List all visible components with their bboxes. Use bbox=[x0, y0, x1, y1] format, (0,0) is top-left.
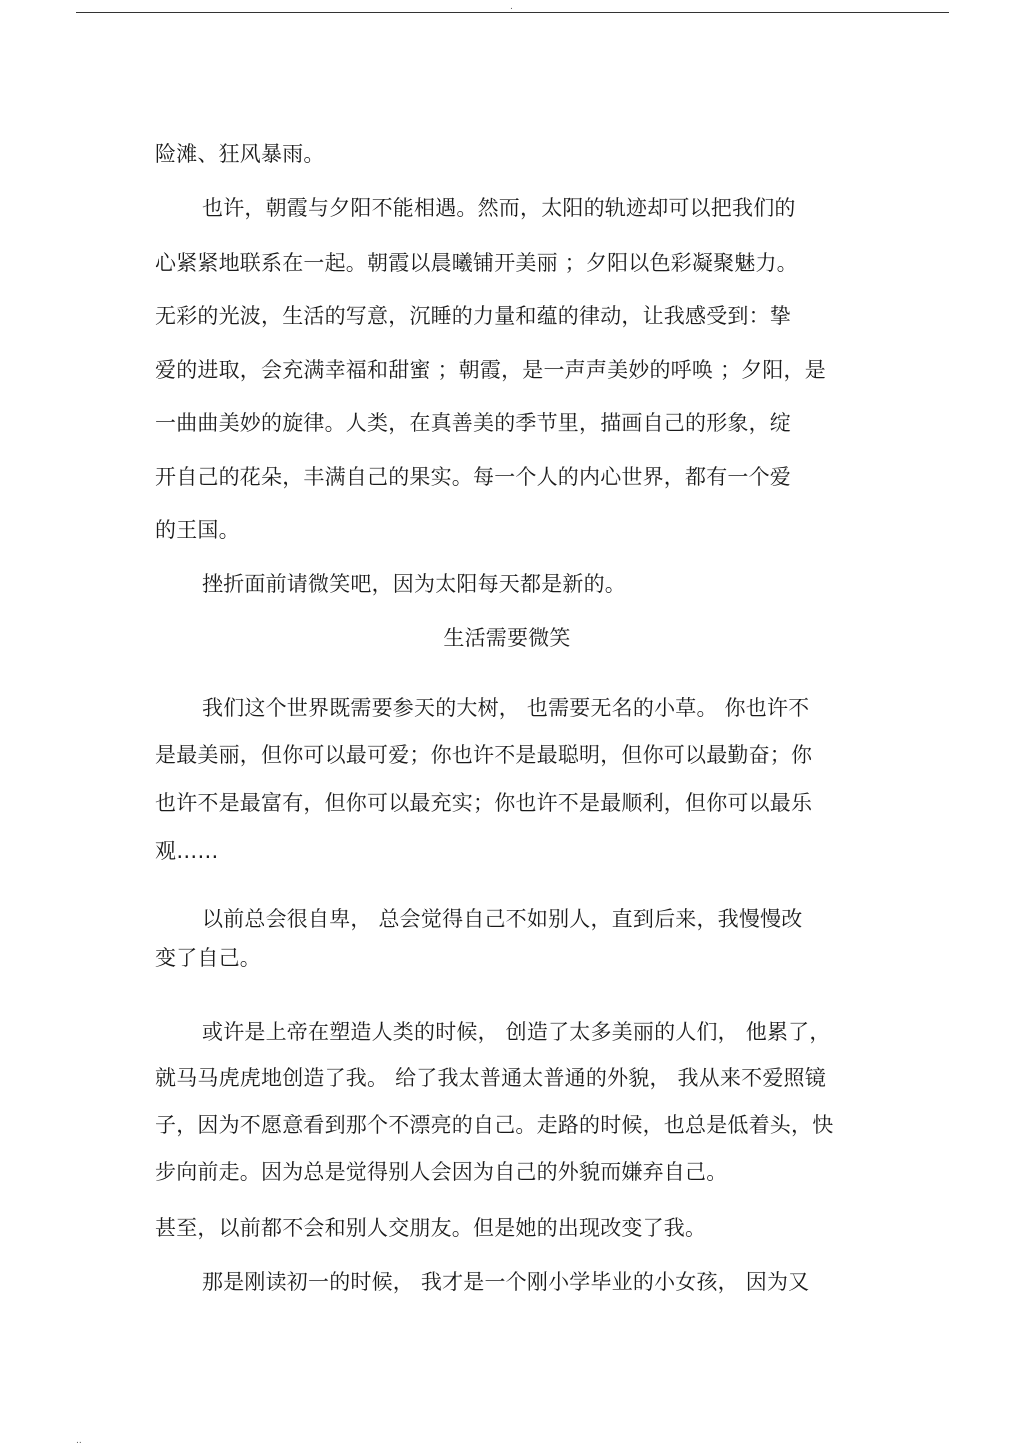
text-line: 观…… bbox=[155, 839, 219, 863]
section-title: 生活需要微笑 bbox=[443, 626, 571, 650]
header-mark: . bbox=[510, 2, 513, 12]
text-line: 也许，朝霞与夕阳不能相遇。然而，太阳的轨迹却可以把我们的 bbox=[202, 196, 796, 220]
footer-mark: .. bbox=[76, 1436, 82, 1446]
text-line: 的王国。 bbox=[155, 518, 240, 542]
text-line: 甚至，以前都不会和别人交朋友。但是她的出现改变了我。 bbox=[155, 1216, 707, 1240]
text-line: 就马马虎虎地创造了我。 给了我太普通太普通的外貌， 我从来不爱照镜 bbox=[155, 1066, 826, 1090]
text-line: 开自己的花朵，丰满自己的果实。每一个人的内心世界，都有一个爱 bbox=[155, 465, 791, 489]
text-line: 无彩的光波，生活的写意，沉睡的力量和蕴的律动，让我感受到：挚 bbox=[155, 304, 791, 328]
text-line: 是最美丽，但你可以最可爱；你也许不是最聪明，但你可以最勤奋；你 bbox=[155, 743, 813, 767]
text-line: 那是刚读初一的时候， 我才是一个刚小学毕业的小女孩， 因为又 bbox=[202, 1270, 810, 1294]
text-line: 我们这个世界既需要参天的大树， 也需要无名的小草。 你也许不 bbox=[202, 696, 810, 720]
text-line: 一曲曲美妙的旋律。人类，在真善美的季节里，描画自己的形象，绽 bbox=[155, 411, 791, 435]
text-line: 子，因为不愿意看到那个不漂亮的自己。走路的时候，也总是低着头，快 bbox=[155, 1113, 834, 1137]
text-line: 挫折面前请微笑吧，因为太阳每天都是新的。 bbox=[202, 572, 626, 596]
text-line: 或许是上帝在塑造人类的时候， 创造了太多美丽的人们， 他累了， bbox=[202, 1020, 831, 1044]
header-rule bbox=[76, 12, 949, 13]
text-line: 心紧紧地联系在一起。朝霞以晨曦铺开美丽 ；夕阳以色彩凝聚魅力。 bbox=[155, 251, 798, 275]
text-line: 步向前走。因为总是觉得别人会因为自己的外貌而嫌弃自己。 bbox=[155, 1160, 728, 1184]
text-line: 以前总会很自卑， 总会觉得自己不如别人，直到后来，我慢慢改 bbox=[202, 907, 803, 931]
text-line: 变了自己。 bbox=[155, 946, 261, 970]
text-line: 险滩、狂风暴雨。 bbox=[155, 142, 325, 166]
text-line: 也许不是最富有，但你可以最充实；你也许不是最顺利，但你可以最乐 bbox=[155, 791, 813, 815]
text-line: 爱的进取，会充满幸福和甜蜜 ；朝霞，是一声声美妙的呼唤 ；夕阳，是 bbox=[155, 358, 826, 382]
